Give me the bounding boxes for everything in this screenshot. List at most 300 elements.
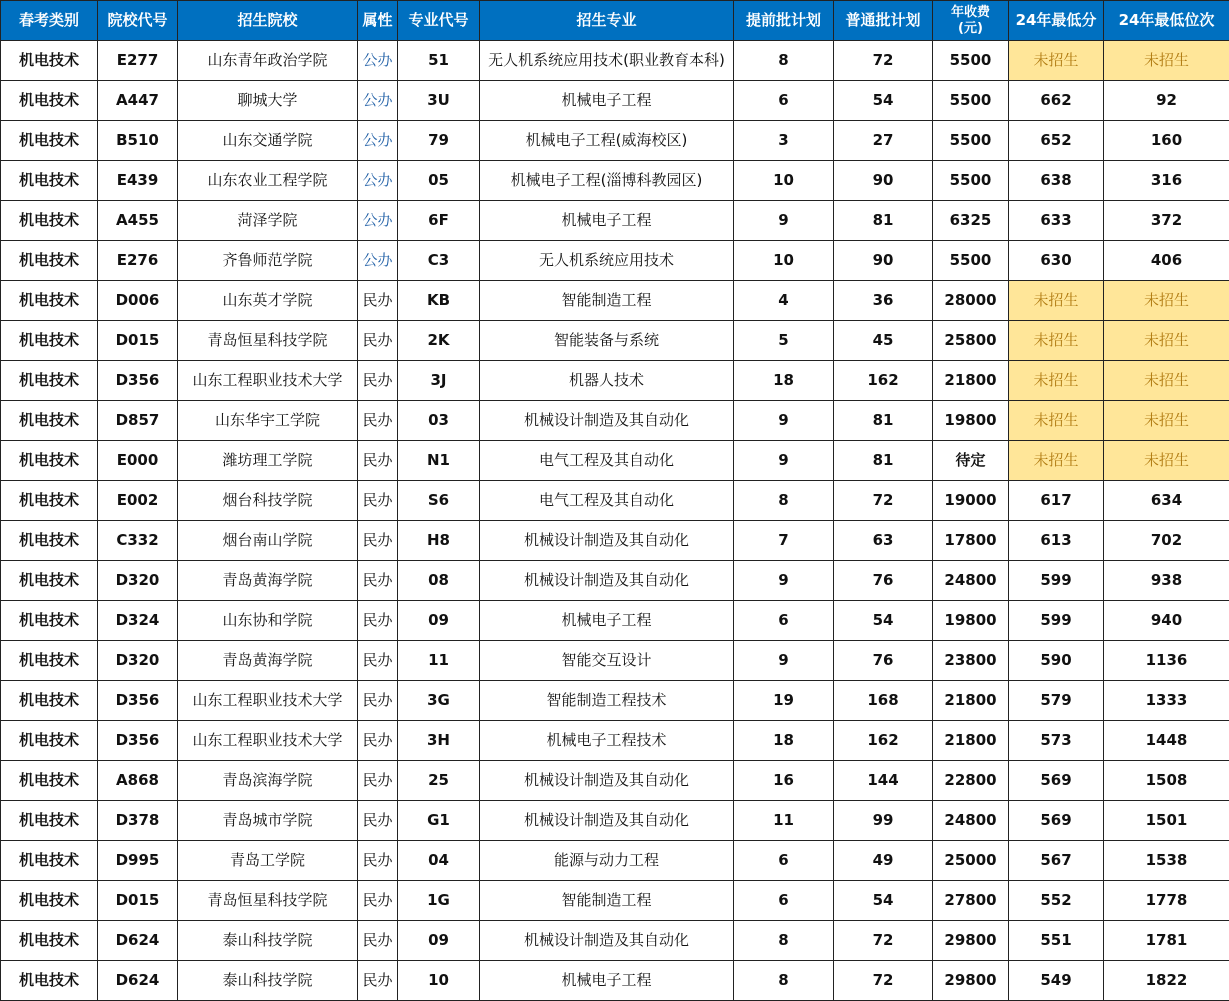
regular-plan-cell: 54 <box>834 881 933 921</box>
major-code-cell: 09 <box>398 921 480 961</box>
header-school: 招生院校 <box>178 1 358 41</box>
school-code-cell: D006 <box>98 281 178 321</box>
header-school-code: 院校代号 <box>98 1 178 41</box>
min-rank-cell: 938 <box>1104 561 1229 601</box>
early-plan-cell: 9 <box>734 441 834 481</box>
fee-cell: 24800 <box>933 801 1009 841</box>
regular-plan-cell: 90 <box>834 241 933 281</box>
category-cell: 机电技术 <box>1 521 98 561</box>
early-plan-cell: 6 <box>734 841 834 881</box>
category-cell: 机电技术 <box>1 361 98 401</box>
school-name-cell: 山东交通学院 <box>178 121 358 161</box>
category-cell: 机电技术 <box>1 81 98 121</box>
school-code-cell: B510 <box>98 121 178 161</box>
header-min-score: 24年最低分 <box>1009 1 1104 41</box>
major-name-cell: 能源与动力工程 <box>480 841 734 881</box>
table-row <box>1 561 1229 601</box>
major-name-cell: 机械设计制造及其自动化 <box>480 801 734 841</box>
regular-plan-cell: 49 <box>834 841 933 881</box>
school-code-cell: D015 <box>98 321 178 361</box>
early-plan-cell: 18 <box>734 361 834 401</box>
early-plan-cell: 7 <box>734 521 834 561</box>
school-name-cell: 山东工程职业技术大学 <box>178 361 358 401</box>
major-name-cell: 机械电子工程技术 <box>480 721 734 761</box>
school-type-cell: 公办 <box>358 201 398 241</box>
regular-plan-cell: 81 <box>834 401 933 441</box>
min-rank-cell: 1333 <box>1104 681 1229 721</box>
fee-cell: 待定 <box>933 441 1009 481</box>
regular-plan-cell: 81 <box>834 201 933 241</box>
school-name-cell: 菏泽学院 <box>178 201 358 241</box>
table-row <box>1 801 1229 841</box>
category-cell: 机电技术 <box>1 921 98 961</box>
major-code-cell: 2K <box>398 321 480 361</box>
school-type-cell: 民办 <box>358 361 398 401</box>
school-code-cell: D356 <box>98 361 178 401</box>
regular-plan-cell: 63 <box>834 521 933 561</box>
category-cell: 机电技术 <box>1 881 98 921</box>
min-rank-cell: 1822 <box>1104 961 1229 1001</box>
regular-plan-cell: 27 <box>834 121 933 161</box>
table-row <box>1 201 1229 241</box>
major-code-cell: 05 <box>398 161 480 201</box>
school-code-cell: E000 <box>98 441 178 481</box>
min-score-cell: 未招生 <box>1009 41 1104 81</box>
fee-cell: 22800 <box>933 761 1009 801</box>
school-name-cell: 青岛恒星科技学院 <box>178 321 358 361</box>
school-type-cell: 民办 <box>358 841 398 881</box>
major-name-cell: 智能交互设计 <box>480 641 734 681</box>
header-regular-plan: 普通批计划 <box>834 1 933 41</box>
school-code-cell: A455 <box>98 201 178 241</box>
min-rank-cell: 1448 <box>1104 721 1229 761</box>
category-cell: 机电技术 <box>1 321 98 361</box>
major-name-cell: 机械设计制造及其自动化 <box>480 521 734 561</box>
major-code-cell: KB <box>398 281 480 321</box>
early-plan-cell: 9 <box>734 201 834 241</box>
school-code-cell: D624 <box>98 921 178 961</box>
school-name-cell: 青岛城市学院 <box>178 801 358 841</box>
regular-plan-cell: 54 <box>834 601 933 641</box>
school-type-cell: 民办 <box>358 761 398 801</box>
min-score-cell: 599 <box>1009 561 1104 601</box>
min-score-cell: 未招生 <box>1009 321 1104 361</box>
min-rank-cell: 316 <box>1104 161 1229 201</box>
fee-cell: 23800 <box>933 641 1009 681</box>
fee-cell: 21800 <box>933 721 1009 761</box>
table-row <box>1 641 1229 681</box>
school-type-cell: 民办 <box>358 801 398 841</box>
school-name-cell: 青岛工学院 <box>178 841 358 881</box>
early-plan-cell: 10 <box>734 161 834 201</box>
fee-cell: 29800 <box>933 921 1009 961</box>
school-type-cell: 民办 <box>358 281 398 321</box>
major-name-cell: 机械设计制造及其自动化 <box>480 921 734 961</box>
min-score-cell: 567 <box>1009 841 1104 881</box>
school-name-cell: 青岛恒星科技学院 <box>178 881 358 921</box>
fee-cell: 27800 <box>933 881 1009 921</box>
school-name-cell: 烟台南山学院 <box>178 521 358 561</box>
fee-cell: 21800 <box>933 361 1009 401</box>
category-cell: 机电技术 <box>1 761 98 801</box>
major-name-cell: 无人机系统应用技术(职业教育本科) <box>480 41 734 81</box>
early-plan-cell: 9 <box>734 401 834 441</box>
early-plan-cell: 6 <box>734 81 834 121</box>
major-name-cell: 智能制造工程技术 <box>480 681 734 721</box>
min-score-cell: 599 <box>1009 601 1104 641</box>
major-code-cell: 3H <box>398 721 480 761</box>
table-row <box>1 721 1229 761</box>
header-major-code: 专业代号 <box>398 1 480 41</box>
category-cell: 机电技术 <box>1 161 98 201</box>
category-cell: 机电技术 <box>1 201 98 241</box>
regular-plan-cell: 72 <box>834 41 933 81</box>
school-code-cell: D324 <box>98 601 178 641</box>
school-code-cell: A447 <box>98 81 178 121</box>
min-rank-cell: 1508 <box>1104 761 1229 801</box>
early-plan-cell: 9 <box>734 561 834 601</box>
major-name-cell: 智能制造工程 <box>480 281 734 321</box>
regular-plan-cell: 90 <box>834 161 933 201</box>
major-code-cell: 03 <box>398 401 480 441</box>
school-name-cell: 潍坊理工学院 <box>178 441 358 481</box>
school-type-cell: 民办 <box>358 681 398 721</box>
table-header <box>1 1 1229 41</box>
major-code-cell: 3U <box>398 81 480 121</box>
header-row <box>1 1 1229 41</box>
min-score-cell: 未招生 <box>1009 401 1104 441</box>
major-code-cell: 08 <box>398 561 480 601</box>
min-score-cell: 未招生 <box>1009 281 1104 321</box>
school-type-cell: 公办 <box>358 81 398 121</box>
table-row <box>1 161 1229 201</box>
min-score-cell: 652 <box>1009 121 1104 161</box>
school-code-cell: D320 <box>98 561 178 601</box>
school-code-cell: D857 <box>98 401 178 441</box>
category-cell: 机电技术 <box>1 481 98 521</box>
school-type-cell: 民办 <box>358 401 398 441</box>
school-code-cell: D624 <box>98 961 178 1001</box>
table-row <box>1 961 1229 1001</box>
min-rank-cell: 940 <box>1104 601 1229 641</box>
major-name-cell: 电气工程及其自动化 <box>480 481 734 521</box>
category-cell: 机电技术 <box>1 281 98 321</box>
min-rank-cell: 1136 <box>1104 641 1229 681</box>
category-cell: 机电技术 <box>1 641 98 681</box>
school-type-cell: 民办 <box>358 321 398 361</box>
table-row <box>1 921 1229 961</box>
early-plan-cell: 19 <box>734 681 834 721</box>
table-row <box>1 841 1229 881</box>
regular-plan-cell: 162 <box>834 361 933 401</box>
regular-plan-cell: 45 <box>834 321 933 361</box>
fee-cell: 29800 <box>933 961 1009 1001</box>
major-code-cell: 79 <box>398 121 480 161</box>
category-cell: 机电技术 <box>1 241 98 281</box>
school-name-cell: 青岛黄海学院 <box>178 561 358 601</box>
min-score-cell: 未招生 <box>1009 441 1104 481</box>
major-name-cell: 机械电子工程 <box>480 961 734 1001</box>
fee-cell: 5500 <box>933 81 1009 121</box>
min-score-cell: 569 <box>1009 761 1104 801</box>
min-rank-cell: 未招生 <box>1104 361 1229 401</box>
min-rank-cell: 未招生 <box>1104 41 1229 81</box>
table-row <box>1 441 1229 481</box>
regular-plan-cell: 36 <box>834 281 933 321</box>
school-type-cell: 公办 <box>358 121 398 161</box>
min-rank-cell: 未招生 <box>1104 441 1229 481</box>
major-name-cell: 机械电子工程(淄博科教园区) <box>480 161 734 201</box>
major-code-cell: N1 <box>398 441 480 481</box>
major-code-cell: 1G <box>398 881 480 921</box>
major-code-cell: 3J <box>398 361 480 401</box>
min-rank-cell: 1501 <box>1104 801 1229 841</box>
regular-plan-cell: 72 <box>834 481 933 521</box>
fee-cell: 5500 <box>933 241 1009 281</box>
major-name-cell: 机械设计制造及其自动化 <box>480 401 734 441</box>
min-rank-cell: 92 <box>1104 81 1229 121</box>
table-row <box>1 521 1229 561</box>
table-row <box>1 761 1229 801</box>
major-code-cell: 04 <box>398 841 480 881</box>
major-name-cell: 机械电子工程 <box>480 601 734 641</box>
major-code-cell: 25 <box>398 761 480 801</box>
school-code-cell: E002 <box>98 481 178 521</box>
major-name-cell: 机械电子工程 <box>480 201 734 241</box>
school-type-cell: 民办 <box>358 881 398 921</box>
header-category: 春考类别 <box>1 1 98 41</box>
major-name-cell: 机械电子工程 <box>480 81 734 121</box>
category-cell: 机电技术 <box>1 721 98 761</box>
min-score-cell: 633 <box>1009 201 1104 241</box>
major-code-cell: G1 <box>398 801 480 841</box>
min-score-cell: 630 <box>1009 241 1104 281</box>
school-code-cell: E277 <box>98 41 178 81</box>
regular-plan-cell: 81 <box>834 441 933 481</box>
table-row <box>1 121 1229 161</box>
school-name-cell: 烟台科技学院 <box>178 481 358 521</box>
min-rank-cell: 634 <box>1104 481 1229 521</box>
table-row <box>1 281 1229 321</box>
early-plan-cell: 4 <box>734 281 834 321</box>
major-name-cell: 智能装备与系统 <box>480 321 734 361</box>
school-type-cell: 公办 <box>358 161 398 201</box>
major-code-cell: 10 <box>398 961 480 1001</box>
major-name-cell: 机械设计制造及其自动化 <box>480 761 734 801</box>
school-type-cell: 民办 <box>358 561 398 601</box>
table-row <box>1 601 1229 641</box>
fee-cell: 6325 <box>933 201 1009 241</box>
table-row <box>1 241 1229 281</box>
header-major: 招生专业 <box>480 1 734 41</box>
major-name-cell: 机械电子工程(威海校区) <box>480 121 734 161</box>
school-code-cell: C332 <box>98 521 178 561</box>
header-type: 属性 <box>358 1 398 41</box>
major-name-cell: 无人机系统应用技术 <box>480 241 734 281</box>
min-score-cell: 638 <box>1009 161 1104 201</box>
min-score-cell: 613 <box>1009 521 1104 561</box>
early-plan-cell: 6 <box>734 881 834 921</box>
early-plan-cell: 11 <box>734 801 834 841</box>
min-score-cell: 未招生 <box>1009 361 1104 401</box>
school-name-cell: 泰山科技学院 <box>178 961 358 1001</box>
min-rank-cell: 406 <box>1104 241 1229 281</box>
school-code-cell: D356 <box>98 721 178 761</box>
min-rank-cell: 702 <box>1104 521 1229 561</box>
category-cell: 机电技术 <box>1 841 98 881</box>
table-row <box>1 881 1229 921</box>
header-min-rank: 24年最低位次 <box>1104 1 1229 41</box>
school-type-cell: 民办 <box>358 641 398 681</box>
major-name-cell: 电气工程及其自动化 <box>480 441 734 481</box>
fee-cell: 5500 <box>933 121 1009 161</box>
school-type-cell: 民办 <box>358 721 398 761</box>
min-rank-cell: 160 <box>1104 121 1229 161</box>
min-score-cell: 579 <box>1009 681 1104 721</box>
school-type-cell: 民办 <box>358 481 398 521</box>
min-score-cell: 549 <box>1009 961 1104 1001</box>
school-name-cell: 山东华宇工学院 <box>178 401 358 441</box>
school-type-cell: 民办 <box>358 441 398 481</box>
fee-cell: 19800 <box>933 401 1009 441</box>
regular-plan-cell: 144 <box>834 761 933 801</box>
school-type-cell: 公办 <box>358 41 398 81</box>
school-code-cell: D320 <box>98 641 178 681</box>
regular-plan-cell: 72 <box>834 961 933 1001</box>
category-cell: 机电技术 <box>1 121 98 161</box>
school-code-cell: D356 <box>98 681 178 721</box>
early-plan-cell: 10 <box>734 241 834 281</box>
major-code-cell: 3G <box>398 681 480 721</box>
regular-plan-cell: 76 <box>834 561 933 601</box>
school-type-cell: 公办 <box>358 241 398 281</box>
school-name-cell: 山东工程职业技术大学 <box>178 681 358 721</box>
early-plan-cell: 18 <box>734 721 834 761</box>
fee-cell: 19000 <box>933 481 1009 521</box>
regular-plan-cell: 54 <box>834 81 933 121</box>
early-plan-cell: 8 <box>734 921 834 961</box>
table-row <box>1 681 1229 721</box>
min-rank-cell: 1538 <box>1104 841 1229 881</box>
school-name-cell: 聊城大学 <box>178 81 358 121</box>
school-name-cell: 山东青年政治学院 <box>178 41 358 81</box>
school-name-cell: 齐鲁师范学院 <box>178 241 358 281</box>
category-cell: 机电技术 <box>1 801 98 841</box>
table-row <box>1 401 1229 441</box>
school-name-cell: 山东协和学院 <box>178 601 358 641</box>
min-score-cell: 617 <box>1009 481 1104 521</box>
table-row <box>1 321 1229 361</box>
school-code-cell: D378 <box>98 801 178 841</box>
category-cell: 机电技术 <box>1 441 98 481</box>
early-plan-cell: 3 <box>734 121 834 161</box>
min-score-cell: 552 <box>1009 881 1104 921</box>
school-code-cell: A868 <box>98 761 178 801</box>
min-rank-cell: 1781 <box>1104 921 1229 961</box>
table-row <box>1 81 1229 121</box>
regular-plan-cell: 76 <box>834 641 933 681</box>
min-score-cell: 662 <box>1009 81 1104 121</box>
major-name-cell: 机械设计制造及其自动化 <box>480 561 734 601</box>
school-code-cell: D015 <box>98 881 178 921</box>
major-name-cell: 智能制造工程 <box>480 881 734 921</box>
early-plan-cell: 5 <box>734 321 834 361</box>
fee-cell: 24800 <box>933 561 1009 601</box>
major-code-cell: 09 <box>398 601 480 641</box>
major-code-cell: 51 <box>398 41 480 81</box>
early-plan-cell: 9 <box>734 641 834 681</box>
regular-plan-cell: 168 <box>834 681 933 721</box>
min-score-cell: 590 <box>1009 641 1104 681</box>
school-name-cell: 山东英才学院 <box>178 281 358 321</box>
fee-cell: 28000 <box>933 281 1009 321</box>
school-name-cell: 青岛滨海学院 <box>178 761 358 801</box>
min-rank-cell: 372 <box>1104 201 1229 241</box>
fee-cell: 25000 <box>933 841 1009 881</box>
table-body <box>1 41 1229 1001</box>
major-code-cell: S6 <box>398 481 480 521</box>
min-rank-cell: 未招生 <box>1104 401 1229 441</box>
school-name-cell: 青岛黄海学院 <box>178 641 358 681</box>
major-code-cell: 6F <box>398 201 480 241</box>
major-code-cell: 11 <box>398 641 480 681</box>
category-cell: 机电技术 <box>1 561 98 601</box>
fee-cell: 21800 <box>933 681 1009 721</box>
early-plan-cell: 6 <box>734 601 834 641</box>
school-type-cell: 民办 <box>358 521 398 561</box>
table-row <box>1 361 1229 401</box>
category-cell: 机电技术 <box>1 601 98 641</box>
regular-plan-cell: 162 <box>834 721 933 761</box>
min-score-cell: 569 <box>1009 801 1104 841</box>
regular-plan-cell: 72 <box>834 921 933 961</box>
min-rank-cell: 1778 <box>1104 881 1229 921</box>
header-early-plan: 提前批计划 <box>734 1 834 41</box>
major-code-cell: C3 <box>398 241 480 281</box>
fee-cell: 5500 <box>933 161 1009 201</box>
regular-plan-cell: 99 <box>834 801 933 841</box>
category-cell: 机电技术 <box>1 41 98 81</box>
school-code-cell: D995 <box>98 841 178 881</box>
category-cell: 机电技术 <box>1 961 98 1001</box>
fee-cell: 5500 <box>933 41 1009 81</box>
early-plan-cell: 16 <box>734 761 834 801</box>
school-type-cell: 民办 <box>358 921 398 961</box>
min-rank-cell: 未招生 <box>1104 321 1229 361</box>
school-name-cell: 山东农业工程学院 <box>178 161 358 201</box>
school-code-cell: E276 <box>98 241 178 281</box>
min-rank-cell: 未招生 <box>1104 281 1229 321</box>
table-row <box>1 481 1229 521</box>
school-type-cell: 民办 <box>358 961 398 1001</box>
min-score-cell: 551 <box>1009 921 1104 961</box>
school-name-cell: 泰山科技学院 <box>178 921 358 961</box>
major-code-cell: H8 <box>398 521 480 561</box>
table-row <box>1 41 1229 81</box>
school-code-cell: E439 <box>98 161 178 201</box>
early-plan-cell: 8 <box>734 41 834 81</box>
school-name-cell: 山东工程职业技术大学 <box>178 721 358 761</box>
min-score-cell: 573 <box>1009 721 1104 761</box>
early-plan-cell: 8 <box>734 961 834 1001</box>
fee-cell: 25800 <box>933 321 1009 361</box>
early-plan-cell: 8 <box>734 481 834 521</box>
school-type-cell: 民办 <box>358 601 398 641</box>
major-name-cell: 机器人技术 <box>480 361 734 401</box>
fee-cell: 19800 <box>933 601 1009 641</box>
header-fee: 年收费 (元) <box>933 1 1009 41</box>
category-cell: 机电技术 <box>1 681 98 721</box>
